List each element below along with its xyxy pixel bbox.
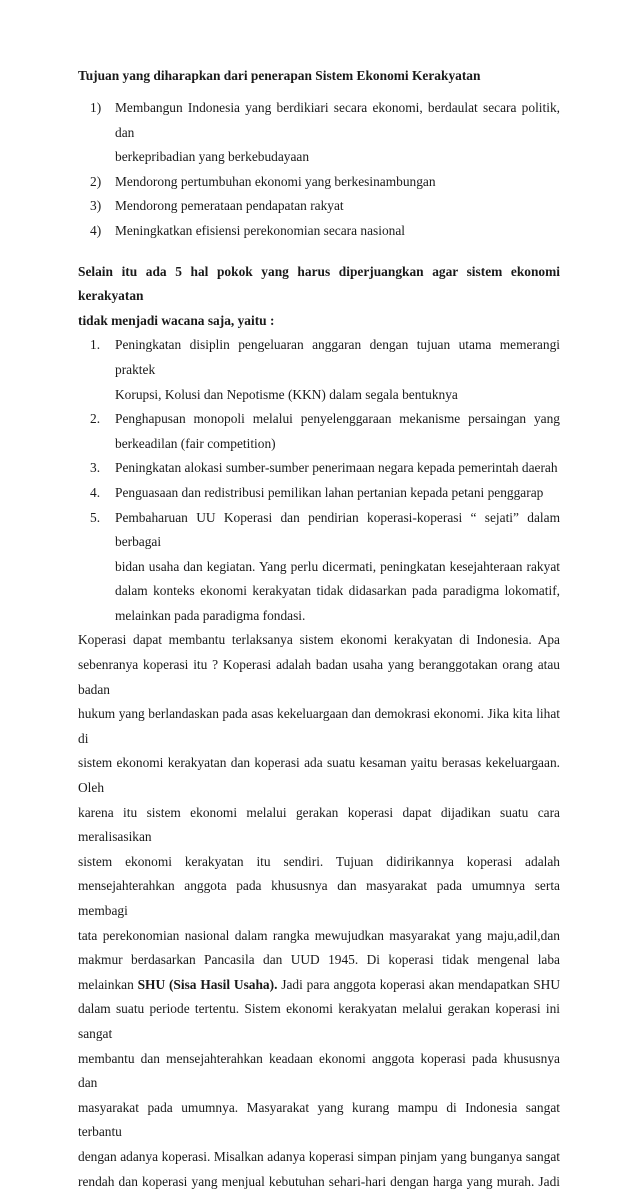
paragraph-line: karena itu sistem ekonomi melalui gerakan koperasi dapat dijadikan suatu cara meralisasikan bbox=[78, 804, 560, 845]
list-item-text: Pembaharuan UU Koperasi dan pendirian koperasi-koperasi “ sejati” dalam berbagai bbox=[115, 509, 560, 550]
list-item-text: bidan usaha dan kegiatan. Yang perlu dicermati, peningkatan kesejahteraan rakyat bbox=[115, 558, 560, 574]
list-number: 4) bbox=[90, 222, 102, 238]
paragraph-line: rendah dan koperasi yang menjual kebutuhan sehari-hari dengan harga yang murah. Jadi bbox=[78, 1173, 560, 1189]
list-item-text: melainkan pada paradigma fondasi. bbox=[115, 607, 306, 623]
list-item-text: berkeadilan (fair competition) bbox=[115, 435, 276, 451]
list-number: 3) bbox=[90, 198, 102, 214]
paragraph-line bbox=[78, 973, 560, 998]
list-item-text: Membangun Indonesia yang berdikiari secara ekonomi, berdaulat secara politik, dan bbox=[115, 100, 560, 140]
paragraph-text: melainkan bbox=[78, 976, 134, 992]
list-item bbox=[78, 333, 560, 407]
list-item bbox=[78, 456, 560, 481]
paragraph-line: sebenranya koperasi itu ? Koperasi adalah badan usaha yang beranggotakan orang atau badan bbox=[78, 657, 560, 697]
paragraph-line: dalam suatu periode tertentu. Sistem ekonomi kerakyatan melalui gerakan koperasi ini sangat bbox=[78, 1001, 560, 1041]
paragraph-line: Koperasi dapat membantu terlaksanya sistem ekonomi kerakyatan di Indonesia. Apa bbox=[78, 632, 560, 648]
paragraph-line: membantu dan mensejahterahkan keadaan ekonomi anggota koperasi pada khususnya dan bbox=[78, 1050, 560, 1091]
paragraph-line: sistem ekonomi kerakyatan itu sendiri. Tujuan didirikannya koperasi adalah bbox=[78, 853, 560, 869]
intro-paragraph bbox=[78, 260, 560, 334]
list-number: 1. bbox=[90, 337, 101, 353]
list-item-text: Penghapusan monopoli melalui penyelenggaraan mekanisme persaingan yang bbox=[115, 411, 560, 427]
paragraph-line: makmur berdasarkan Pancasila dan UUD 1945. Di koperasi tidak mengenal laba bbox=[78, 952, 560, 968]
list-item-text: Mendorong pertumbuhan ekonomi yang berkesinambungan bbox=[115, 173, 436, 189]
goals-list bbox=[78, 96, 560, 244]
list-item bbox=[78, 407, 560, 456]
list-item-text: Penguasaan dan redistribusi pemilikan lahan pertanian kepada petani penggarap bbox=[115, 484, 544, 500]
list-item-text: Meningkatkan efisiensi perekonomian secara nasional bbox=[115, 222, 406, 238]
list-number: 2. bbox=[90, 411, 101, 427]
list-number: 1) bbox=[90, 100, 102, 115]
list-item-text: Korupsi, Kolusi dan Nepotisme (KKN) dalam segala bentuknya bbox=[115, 386, 458, 402]
section-heading: Tujuan yang diharapkan dari penerapan Sistem Ekonomi Kerakyatan bbox=[78, 68, 481, 83]
list-item bbox=[78, 219, 560, 244]
points-list bbox=[78, 333, 560, 628]
list-number: 5. bbox=[90, 509, 101, 525]
intro-line: tidak menjadi wacana saja, yaitu : bbox=[78, 312, 275, 328]
list-item bbox=[78, 194, 560, 219]
list-item-text: Peningkatan disiplin pengeluaran anggaran dengan tujuan utama memerangi praktek bbox=[115, 337, 560, 377]
list-number: 2) bbox=[90, 173, 102, 189]
list-item-text: dalam konteks ekonomi kerakyatan tidak didasarkan pada paradigma lokomatif, bbox=[115, 583, 560, 599]
paragraph-line: mensejahterahkan anggota pada khususnya dan masyarakat pada umumnya serta membagi bbox=[78, 878, 560, 918]
list-item bbox=[78, 506, 560, 629]
paragraph-text: Jadi para anggota koperasi akan mendapatkan SHU bbox=[281, 976, 560, 992]
list-item bbox=[78, 481, 560, 506]
list-number: 4. bbox=[90, 484, 101, 500]
list-item-text: berkepribadian yang berkebudayaan bbox=[115, 149, 310, 165]
list-item-text: Peningkatan alokasi sumber-sumber penerimaan negara kepada pemerintah daerah bbox=[115, 460, 558, 476]
intro-line: Selain itu ada 5 hal pokok yang harus diperjuangkan agar sistem ekonomi kerakyatan bbox=[78, 263, 560, 304]
list-item-text: Mendorong pemerataan pendapatan rakyat bbox=[115, 198, 344, 214]
list-item bbox=[78, 96, 560, 170]
list-number: 3. bbox=[90, 460, 101, 476]
shu-term: SHU (Sisa Hasil Usaha). bbox=[137, 976, 278, 992]
list-item bbox=[78, 170, 560, 195]
paragraph-line: sistem ekonomi kerakyatan dan koperasi ada suatu kesaman yaitu berasas kekeluargaan. Oleh bbox=[78, 755, 560, 796]
paragraph-line: hukum yang berlandaskan pada asas kekeluargaan dan demokrasi ekonomi. Jika kita lihat di bbox=[78, 706, 560, 746]
paragraph-line: tata perekonomian nasional dalam rangka mewujudkan masyarakat yang maju,adil,dan bbox=[78, 927, 560, 943]
paragraph-line: dengan adanya koperasi. Misalkan adanya koperasi simpan pinjam yang bunganya sangat bbox=[78, 1148, 560, 1164]
body-paragraph bbox=[78, 628, 560, 1194]
paragraph-line: masyarakat pada umumnya. Masyarakat yang kurang mampu di Indonesia sangat terbantu bbox=[78, 1099, 560, 1140]
document-page bbox=[78, 66, 560, 1194]
